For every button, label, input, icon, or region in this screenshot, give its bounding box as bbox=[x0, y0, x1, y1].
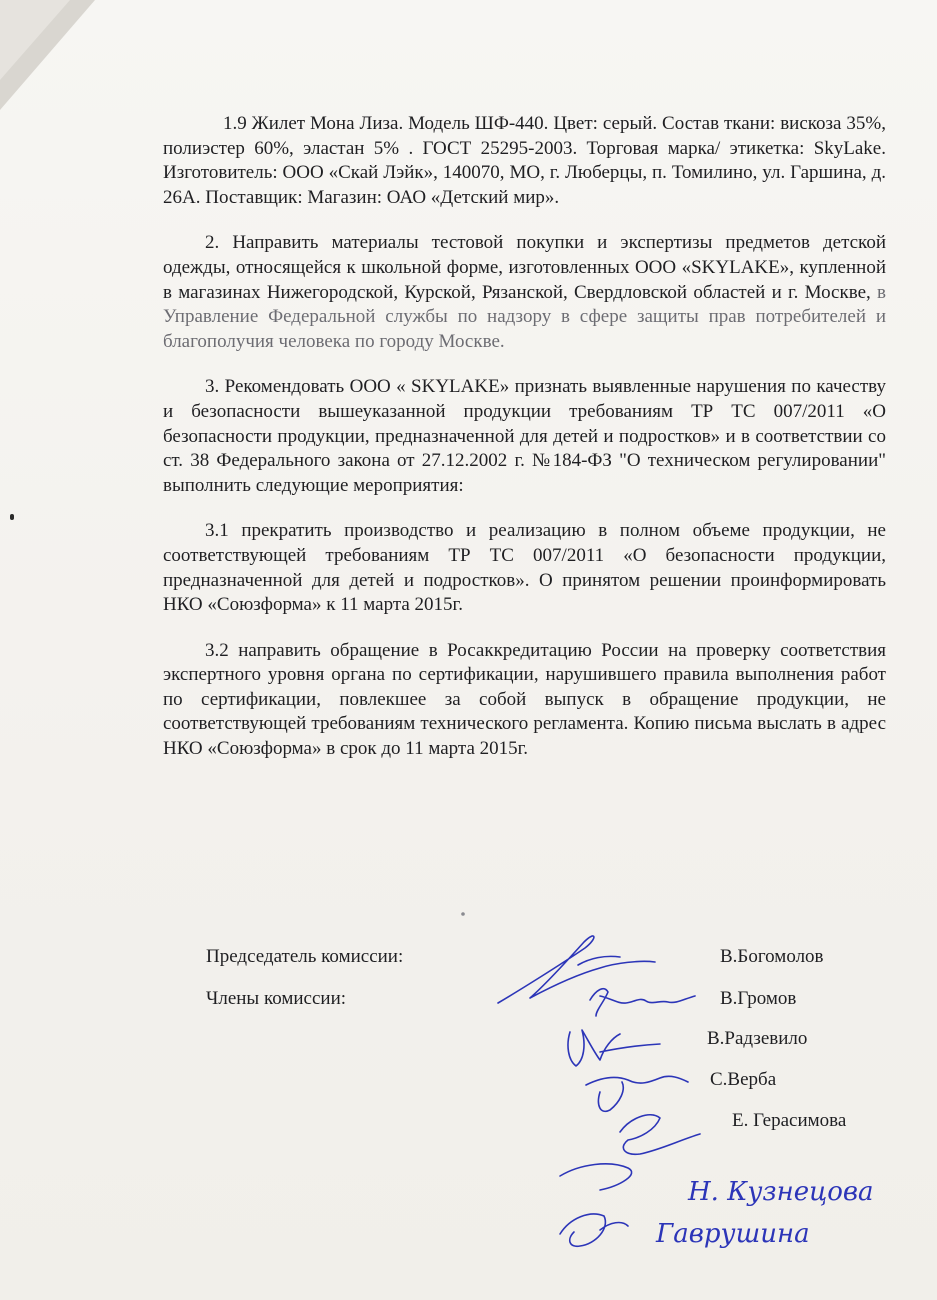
document-body bbox=[163, 112, 886, 783]
paragraph-item-2-faded-text: в Управление Федеральной службы по надзору в сфере защиты прав потребителей и благополучия человека по городу Москве. bbox=[163, 281, 886, 352]
commission-name-radzevilo: В.Радзевило bbox=[707, 1028, 808, 1049]
paragraph-item-2-text: 2. Направить материалы тестовой покупки и экспертизы предметов детской одежды, относящейся к школьной форме, изготовленных ООО «SKYLAKE», купленной в магазинах Нижегородской, Курской, Рязанской, Свердловской областей и г. Москве, bbox=[163, 232, 886, 303]
commission-name-gerasimova: Е. Герасимова bbox=[732, 1110, 847, 1131]
signature-bogomolov bbox=[498, 936, 655, 1003]
signature-gromov bbox=[590, 989, 695, 1016]
paragraph-item-3-2: 3.2 направить обращение в Росаккредитацию России на проверку соответствия экспертного уровня органа по сертификации, нарушившего правила выполнения работ по сертификации, повлекшее за собой выпуск в обращение продукции, не соответствующей требованиям технического регламента. Копию письма выслать в адрес НКО «Союзформа» в срок до 11 марта 2015г. bbox=[163, 639, 886, 760]
handwritten-name-gavrushina: Гаврушина bbox=[656, 1219, 810, 1249]
chairman-label: Председатель комиссии: bbox=[206, 946, 404, 967]
commission-name-verba: С.Верба bbox=[710, 1069, 777, 1090]
paragraph-item-3-1: 3.1 прекратить производство и реализацию в полном объеме продукции, не соответствующей требованиям ТР ТС 007/2011 «О безопасности продукции, предназначенной для детей и подростков». О принятом решении проинформировать НКО «Союзформа» к 11 марта 2015г. bbox=[163, 520, 886, 616]
commission-name-gromov: В.Громов bbox=[720, 988, 797, 1009]
paragraph-item-3: 3. Рекомендовать ООО « SKYLAKE» признать выявленные нарушения по качеству и безопасности вышеуказанной продукции требованиям ТР ТС 007/2011 «О безопасности продукции, предназначенной для детей и подростков» и в соответствии со ст. 38 Федерального закона от 27.12.2002 г. №184-ФЗ "О техническом регулировании" выполнить следующие мероприятия: bbox=[163, 376, 886, 496]
paragraph-item-1-9: 1.9 Жилет Мона Лиза. Модель ШФ-440. Цвет: серый. Состав ткани: вискоза 35%, полиэстер 60%, эластан 5% . ГОСТ 25295-2003. Торговая марка/ этикетка: SkyLake. Изготовитель: ООО «Скай Лэйк», 140070, МО, г. Люберцы, п. Томилино, ул. Гаршина, д. 26А. Поставщик: Магазин: ОАО «Детский мир». bbox=[163, 113, 886, 208]
signature-gavrushina bbox=[560, 1214, 628, 1246]
signature-verba bbox=[586, 1076, 688, 1111]
members-label: Члены комиссии: bbox=[206, 988, 347, 1009]
scan-punch-mark bbox=[10, 514, 14, 520]
handwritten-name-kuznetsova: Н. Кузнецова bbox=[688, 1177, 874, 1207]
signature-gerasimova bbox=[560, 1115, 700, 1190]
signature-radzevilo bbox=[568, 1030, 660, 1066]
paragraph-item-2 bbox=[163, 231, 886, 354]
ink-dot bbox=[461, 912, 465, 916]
scan-corner-shadow bbox=[0, 0, 120, 120]
commission-name-bogomolov: В.Богомолов bbox=[720, 946, 824, 967]
